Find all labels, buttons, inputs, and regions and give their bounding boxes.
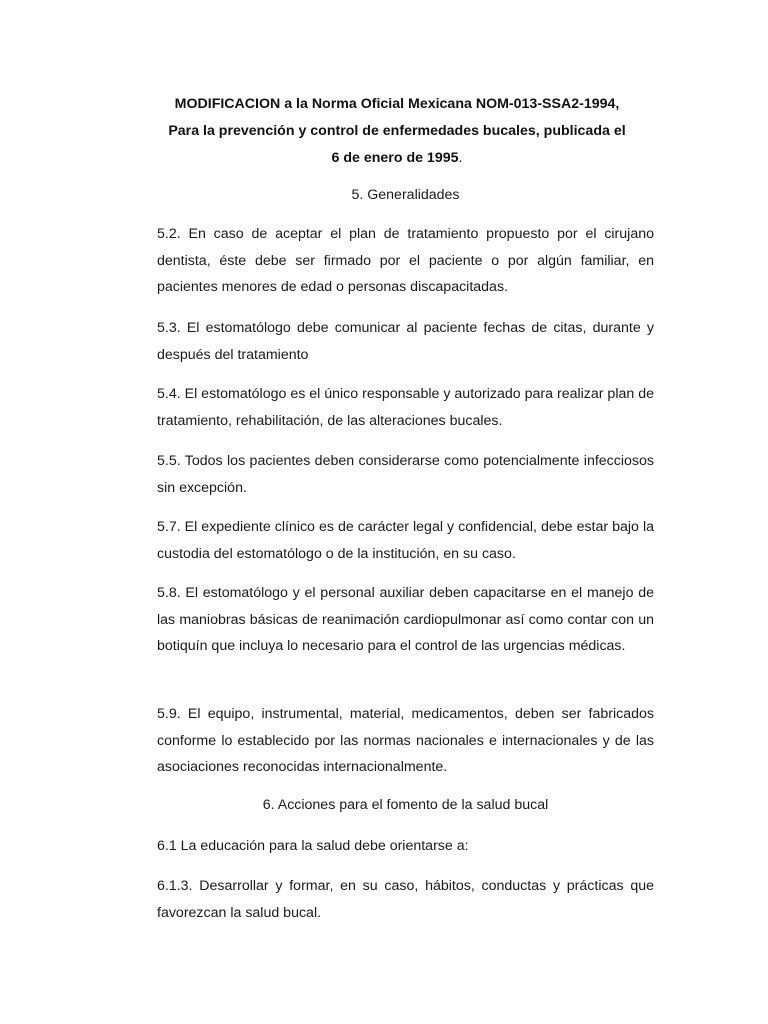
document-title: [150, 91, 644, 172]
title-line-3-text: 6 de enero de 1995: [331, 150, 459, 166]
title-line-1: MODIFICACION a la Norma Oficial Mexicana NOM-013-SSA2-1994,: [174, 96, 620, 112]
title-line-3: [150, 145, 644, 172]
paragraph-5-3: 5.3. El estomatólogo debe comunicar al paciente fechas de citas, durante y después del tratamiento: [157, 320, 654, 363]
paragraph-5-8: 5.8. El estomatólogo y el personal auxiliar deben capacitarse en el manejo de las maniobras básicas de reanimación cardiopulmonar así como contar con un botiquín que incluya lo necesario para el control de las urgencias médicas.: [157, 585, 654, 655]
section-6-heading: 6. Acciones para el fomento de la salud bucal: [262, 797, 549, 813]
paragraph-5-2: 5.2. En caso de aceptar el plan de tratamiento propuesto por el cirujano dentista, éste debe ser firmado por el paciente o por algún familiar, en pacientes menores de edad o personas discapacitadas.: [157, 226, 654, 296]
title-line-2: Para la prevención y control de enfermedades bucales, publicada el: [168, 123, 626, 139]
paragraph-5-9: 5.9. El equipo, instrumental, material, medicamentos, deben ser fabricados conforme lo establecido por las normas nacionales e internacionales y de las asociaciones reconocidas internacionalmente.: [157, 706, 654, 776]
paragraph-6-1: 6.1 La educación para la salud debe orientarse a:: [157, 838, 469, 854]
paragraph-5-7: 5.7. El expediente clínico es de carácter legal y confidencial, debe estar bajo la custodia del estomatólogo o de la institución, en su caso.: [157, 519, 654, 562]
paragraph-6-1-3: 6.1.3. Desarrollar y formar, en su caso, hábitos, conductas y prácticas que favorezcan la salud bucal.: [157, 878, 654, 921]
paragraph-5-5: 5.5. Todos los pacientes deben considerarse como potencialmente infecciosos sin excepción.: [157, 453, 654, 496]
paragraph-5-4: 5.4. El estomatólogo es el único responsable y autorizado para realizar plan de tratamiento, rehabilitación, de las alteraciones bucales.: [157, 386, 654, 429]
title-line-3-period: .: [458, 150, 463, 166]
section-5-heading: 5. Generalidades: [351, 187, 460, 203]
